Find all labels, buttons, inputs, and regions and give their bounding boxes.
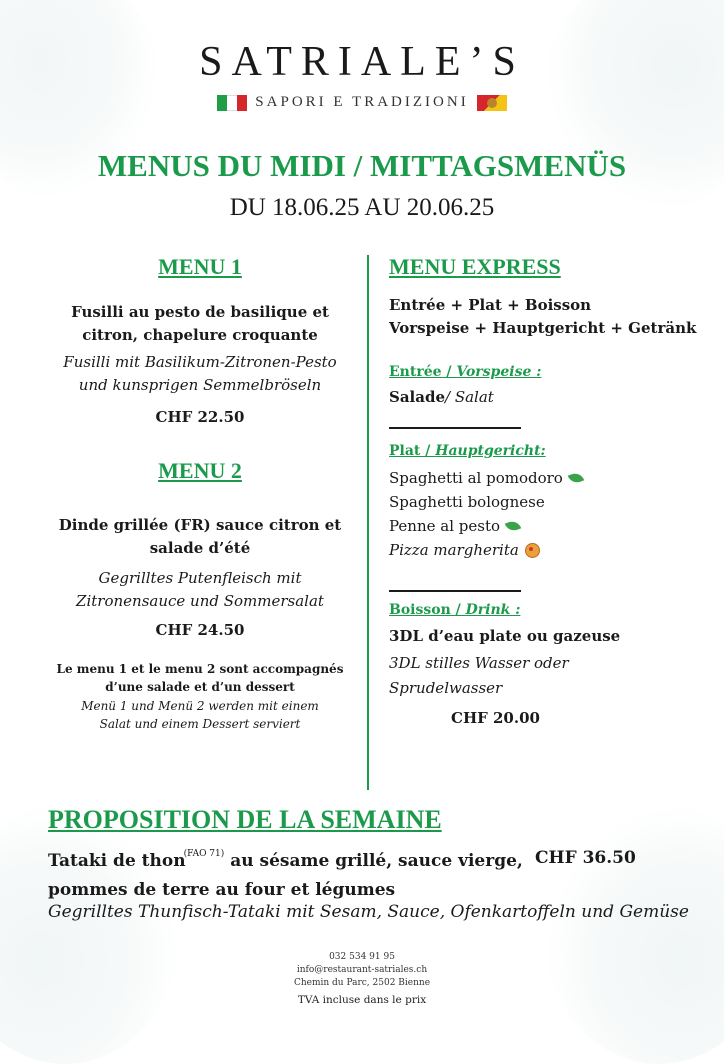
entree-item bbox=[389, 386, 709, 409]
section-rule bbox=[389, 590, 521, 592]
proposition-price: CHF 36.50 bbox=[535, 848, 636, 868]
menu-note-fr-line1: Le menu 1 et le menu 2 sont accompagnés bbox=[56, 662, 344, 676]
menu1-dish-de-line2: und kunsprigen Semmelbröseln bbox=[78, 376, 322, 394]
boisson-de-line2: Sprudelwasser bbox=[389, 679, 503, 697]
footer-address: Chemin du Parc, 2502 Bienne bbox=[293, 978, 431, 988]
boisson-label-fr: Boisson / bbox=[389, 602, 466, 618]
leaf-icon bbox=[568, 471, 585, 485]
page-title: MENUS DU MIDI / MITTAGSMENÜS bbox=[97, 148, 627, 183]
date-range: DU 18.06.25 AU 20.06.25 bbox=[229, 194, 495, 221]
boisson-de bbox=[389, 651, 709, 701]
menu2-dish-de-line1: Gegrilltes Putenfleisch mit bbox=[98, 569, 302, 587]
menu2-dish-de-line2: Zitronensauce und Sommersalat bbox=[76, 592, 324, 610]
menu-note-de bbox=[30, 697, 370, 733]
pizza-icon bbox=[525, 543, 540, 558]
plat-list bbox=[389, 466, 709, 562]
menu1-price: CHF 22.50 bbox=[155, 408, 245, 426]
entree-label-fr: Entrée / bbox=[389, 364, 457, 380]
menu1-dish-fr-line2: citron, chapelure croquante bbox=[82, 326, 318, 344]
plat-label-fr: Plat / bbox=[389, 443, 436, 459]
plat-item-name: Pizza margherita bbox=[389, 541, 519, 559]
plat-item bbox=[389, 514, 709, 538]
proposition-heading: PROPOSITION DE LA SEMAINE bbox=[48, 805, 442, 834]
menu2-heading: MENU 2 bbox=[158, 458, 242, 483]
menu-note-fr-line2: d’une salade et d’un dessert bbox=[105, 680, 295, 694]
boisson-fr: 3DL d’eau plate ou gazeuse bbox=[389, 627, 621, 645]
corner-ornament-bottom-right bbox=[544, 804, 724, 1064]
sicilian-flag-icon bbox=[477, 95, 507, 111]
express-heading: MENU EXPRESS bbox=[389, 254, 561, 279]
proposition-dish-line2: pommes de terre au four et légumes bbox=[48, 880, 396, 900]
footer-email: info@restaurant-satriales.ch bbox=[296, 965, 428, 975]
plat-item bbox=[389, 466, 709, 490]
entree-item-fr: Salade bbox=[389, 388, 446, 406]
menu-note-fr bbox=[30, 660, 370, 696]
leaf-icon bbox=[505, 519, 522, 533]
menu2-dish-fr bbox=[30, 514, 370, 560]
italian-flag-icon bbox=[217, 95, 247, 111]
menu-note-de-line1: Menü 1 und Menü 2 werden mit einem bbox=[81, 699, 319, 713]
express-formula-fr: Entrée + Plat + Boisson bbox=[389, 296, 592, 314]
plat-item bbox=[389, 538, 709, 562]
plat-item-name: Spaghetti al pomodoro bbox=[389, 469, 563, 487]
boisson-label-en: Drink : bbox=[465, 602, 521, 618]
express-formula bbox=[389, 294, 709, 340]
menu-note-de-line2: Salat und einem Dessert serviert bbox=[99, 717, 301, 731]
restaurant-logo: SATRIALE’S bbox=[199, 39, 525, 85]
tagline-row bbox=[0, 94, 724, 111]
section-rule bbox=[389, 427, 521, 429]
proposition-dish-part2: au sésame grillé, sauce vierge, bbox=[224, 851, 523, 871]
corner-ornament-bottom-left bbox=[0, 804, 180, 1064]
boisson-label bbox=[389, 602, 709, 618]
menu2-dish-de bbox=[30, 567, 370, 613]
plat-item-name: Spaghetti bolognese bbox=[389, 493, 545, 511]
entree-label bbox=[389, 364, 709, 380]
menu1-dish-fr bbox=[30, 301, 370, 347]
entree-label-de: Vorspeise : bbox=[456, 364, 542, 380]
proposition-dish-de: Gegrilltes Thunfisch-Tataki mit Sesam, Sauce, Ofenkartoffeln und Gemüse bbox=[48, 902, 689, 922]
menu1-dish-de bbox=[30, 351, 370, 397]
plat-label bbox=[389, 443, 709, 459]
express-price: CHF 20.00 bbox=[451, 709, 540, 727]
boisson-de-line1: 3DL stilles Wasser oder bbox=[389, 654, 569, 672]
entree-item-de: / Salat bbox=[445, 388, 494, 406]
footer-contact bbox=[0, 951, 724, 990]
fao-label: (FAO 71) bbox=[183, 849, 225, 859]
proposition-dish-part1: Tataki de thon bbox=[48, 851, 186, 871]
plat-item bbox=[389, 490, 709, 514]
footer-phone: 032 534 91 95 bbox=[329, 952, 395, 962]
menu2-dish-fr-line2: salade d’été bbox=[149, 539, 251, 557]
menu1-dish-fr-line1: Fusilli au pesto de basilique et bbox=[71, 303, 329, 321]
plat-label-de: Hauptgericht: bbox=[435, 443, 546, 459]
plat-item-name: Penne al pesto bbox=[389, 517, 501, 535]
menu1-dish-de-line1: Fusilli mit Basilikum-Zitronen-Pesto bbox=[63, 353, 337, 371]
tagline: SAPORI E TRADIZIONI bbox=[255, 94, 469, 110]
footer-tva: TVA incluse dans le prix bbox=[297, 994, 427, 1006]
menu2-dish-fr-line1: Dinde grillée (FR) sauce citron et bbox=[58, 516, 342, 534]
express-formula-de: Vorspeise + Hauptgericht + Getränk bbox=[389, 319, 697, 337]
menu1-heading: MENU 1 bbox=[158, 254, 242, 279]
menu2-price: CHF 24.50 bbox=[155, 621, 245, 639]
